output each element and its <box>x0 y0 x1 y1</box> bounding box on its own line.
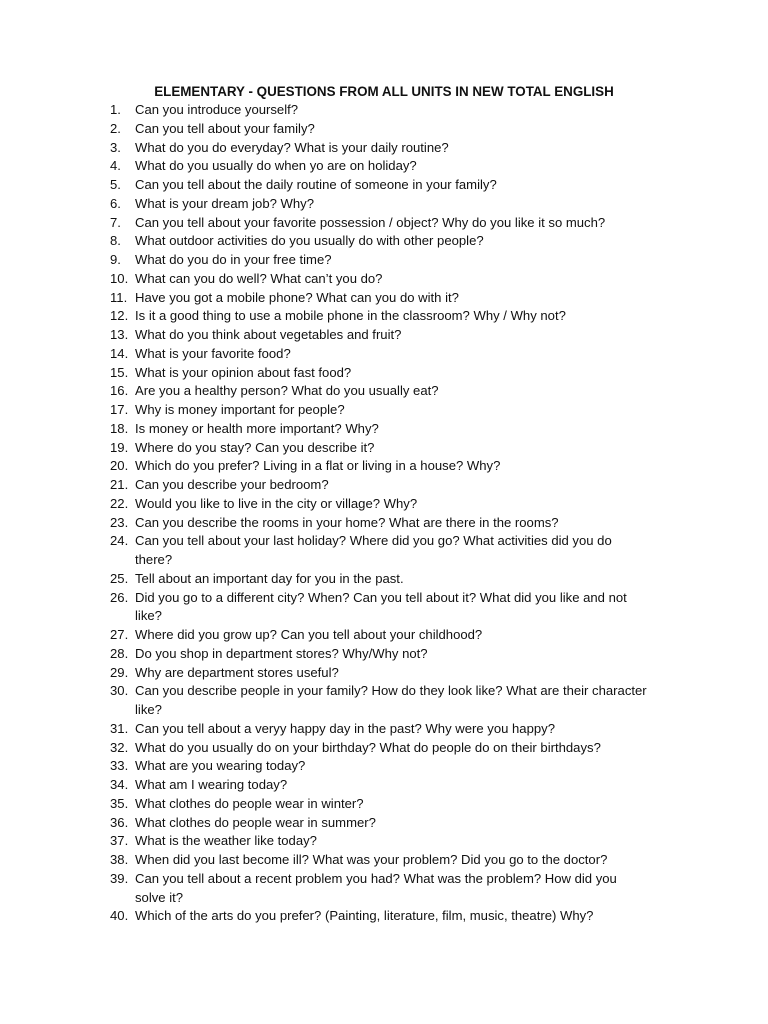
question-text: Can you tell about your last holiday? Where did you go? What activities did you do there? <box>135 533 612 567</box>
question-text: What are you wearing today? <box>135 758 306 774</box>
question-item <box>110 776 682 795</box>
question-number: 31. <box>110 720 129 736</box>
question-list <box>110 101 682 926</box>
question-item <box>110 195 682 214</box>
question-item <box>110 532 682 570</box>
question-item <box>110 101 682 120</box>
question-text: What do you usually do on your birthday? What do people do on their birthdays? <box>135 739 601 755</box>
question-number: 24. <box>110 533 129 549</box>
question-item <box>110 682 682 720</box>
question-number: 4. <box>110 158 121 174</box>
question-number: 11. <box>110 289 128 305</box>
question-item <box>110 382 682 401</box>
question-text: Tell about an important day for you in the past. <box>135 570 404 586</box>
question-text: Can you tell about your favorite possession / object? Why do you like it so much? <box>135 214 606 230</box>
question-number: 1. <box>110 102 121 117</box>
question-text: When did you last become ill? What was your problem? Did you go to the doctor? <box>135 852 608 867</box>
question-number: 21. <box>110 477 129 492</box>
question-item <box>110 720 682 739</box>
question-number: 2. <box>110 120 121 136</box>
question-item <box>110 120 682 139</box>
question-number: 10. <box>110 270 129 286</box>
question-item <box>110 739 682 758</box>
question-item <box>110 814 682 833</box>
question-item <box>110 289 682 308</box>
question-number: 37. <box>110 833 129 849</box>
question-number: 32. <box>110 739 129 755</box>
question-text: Did you go to a different city? When? Can you tell about it? What did you like and not like? <box>135 589 627 624</box>
question-text: Can you tell about your family? <box>135 120 315 136</box>
question-text: Can you tell about a veryy happy day in the past? Why were you happy? <box>135 720 555 736</box>
question-text: What am I wearing today? <box>135 777 288 792</box>
question-text: Can you tell about the daily routine of someone in your family? <box>135 177 497 192</box>
question-text: Why are department stores useful? <box>135 664 339 680</box>
question-number: 20. <box>110 458 129 474</box>
question-item <box>110 514 682 533</box>
question-text: What is your favorite food? <box>135 345 291 361</box>
question-text: Which of the arts do you prefer? (Painting, literature, film, music, theatre) Why? <box>135 908 594 924</box>
question-number: 13. <box>110 327 129 342</box>
question-item <box>110 457 682 476</box>
question-text: Where did you grow up? Can you tell about your childhood? <box>135 627 483 642</box>
question-text: Have you got a mobile phone? What can you do with it? <box>135 289 459 305</box>
question-text: What do you usually do when yo are on holiday? <box>135 158 417 174</box>
question-text: What is the weather like today? <box>135 833 317 849</box>
question-item <box>110 420 682 439</box>
question-number: 19. <box>110 439 129 455</box>
question-item <box>110 589 682 627</box>
question-item <box>110 232 682 251</box>
question-text: Would you like to live in the city or village? Why? <box>135 495 418 511</box>
question-item <box>110 157 682 176</box>
page-title: ELEMENTARY - QUESTIONS FROM ALL UNITS IN NEW TOTAL ENGLISH <box>154 84 614 99</box>
question-number: 5. <box>110 177 121 192</box>
question-item <box>110 307 682 326</box>
question-text: What clothes do people wear in winter? <box>135 795 364 811</box>
question-item <box>110 326 682 345</box>
question-text: Are you a healthy person? What do you usually eat? <box>135 383 439 399</box>
question-item <box>110 476 682 495</box>
question-item <box>110 251 682 270</box>
question-text: Can you tell about a recent problem you had? What was the problem? How did you solve it? <box>135 870 617 905</box>
question-text: What do you think about vegetables and fruit? <box>135 327 402 342</box>
question-text: Can you introduce yourself? <box>135 102 299 117</box>
question-item <box>110 757 682 776</box>
question-text: Is it a good thing to use a mobile phone in the classroom? Why / Why not? <box>135 308 566 324</box>
question-number: 33. <box>110 758 129 774</box>
question-number: 17. <box>110 402 129 417</box>
question-item <box>110 795 682 814</box>
question-item <box>110 907 682 926</box>
question-number: 14. <box>110 345 129 361</box>
question-text: What outdoor activities do you usually do with other people? <box>135 233 484 249</box>
question-item <box>110 570 682 589</box>
question-number: 8. <box>110 233 121 249</box>
question-number: 9. <box>110 252 121 267</box>
question-number: 30. <box>110 683 129 699</box>
question-item <box>110 139 682 158</box>
question-text: Do you shop in department stores? Why/Why not? <box>135 645 428 661</box>
question-text: Is money or health more important? Why? <box>135 420 379 436</box>
question-number: 36. <box>110 814 129 830</box>
question-text: What is your opinion about fast food? <box>135 364 352 380</box>
question-number: 15. <box>110 364 129 380</box>
question-item <box>110 364 682 383</box>
question-number: 29. <box>110 664 129 680</box>
question-text: What is your dream job? Why? <box>135 195 315 211</box>
question-number: 26. <box>110 589 129 605</box>
question-item <box>110 851 682 870</box>
question-number: 40. <box>110 908 129 924</box>
question-number: 18. <box>110 420 129 436</box>
question-item <box>110 495 682 514</box>
question-number: 16. <box>110 383 129 399</box>
question-number: 7. <box>110 214 121 230</box>
question-text: Where do you stay? Can you describe it? <box>135 439 375 455</box>
question-text: Can you describe the rooms in your home? What are there in the rooms? <box>135 514 559 530</box>
question-item <box>110 214 682 233</box>
question-item <box>110 345 682 364</box>
question-item <box>110 832 682 851</box>
question-text: What clothes do people wear in summer? <box>135 814 376 830</box>
question-item <box>110 645 682 664</box>
question-item <box>110 626 682 645</box>
question-text: Which do you prefer? Living in a flat or living in a house? Why? <box>135 458 501 474</box>
question-number: 12. <box>110 308 129 324</box>
question-number: 39. <box>110 870 129 886</box>
question-text: Why is money important for people? <box>135 402 345 417</box>
question-number: 23. <box>110 514 129 530</box>
question-number: 27. <box>110 627 129 642</box>
question-item <box>110 664 682 683</box>
question-number: 34. <box>110 777 129 792</box>
question-text: What do you do in your free time? <box>135 252 332 267</box>
question-number: 35. <box>110 795 129 811</box>
question-number: 28. <box>110 645 129 661</box>
question-item <box>110 439 682 458</box>
question-number: 38. <box>110 852 129 867</box>
question-number: 6. <box>110 195 121 211</box>
question-text: Can you describe people in your family? How do they look like? What are their character like? <box>135 683 647 717</box>
question-text: What do you do everyday? What is your daily routine? <box>135 139 449 155</box>
question-number: 3. <box>110 139 121 155</box>
question-text: What can you do well? What can’t you do? <box>135 270 383 286</box>
question-text: Can you describe your bedroom? <box>135 477 329 492</box>
question-item <box>110 176 682 195</box>
question-number: 25. <box>110 570 129 586</box>
question-number: 22. <box>110 495 129 511</box>
question-item <box>110 870 682 908</box>
question-item <box>110 401 682 420</box>
question-item <box>110 270 682 289</box>
